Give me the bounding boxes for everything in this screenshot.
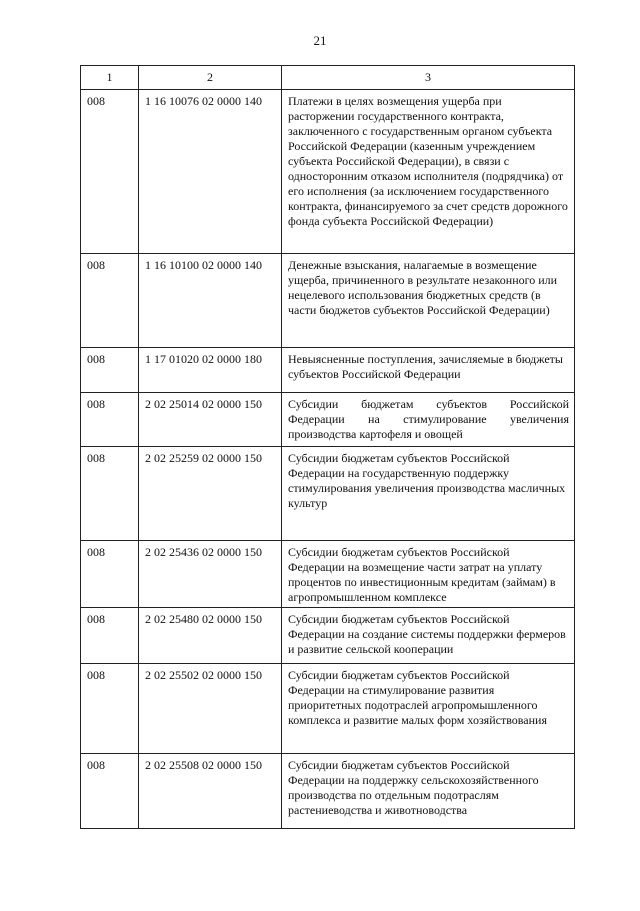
revenue-code-table xyxy=(80,65,575,829)
budget-code-cell: 2 02 25259 02 0000 150 xyxy=(139,447,282,541)
table-row xyxy=(81,754,575,829)
admin-code-cell: 008 xyxy=(81,90,139,254)
table-header-row xyxy=(81,66,575,90)
budget-code-cell: 2 02 25436 02 0000 150 xyxy=(139,541,282,608)
description-cell: Субсидии бюджетам субъектов Российской Федерации на возмещение части затрат на уплату процентов по инвестиционным кредитам (займам) в агропромышленном комплексе xyxy=(282,541,575,608)
table-row xyxy=(81,348,575,393)
description-cell: Платежи в целях возмещения ущерба при расторжении государственного контракта, заключенного с государственным органом субъекта Российской Федерации (казенным учреждением субъекта Российской Федерации), в связи с односторонним отказом исполнителя (подрядчика) от его исполнения (за исключением государственного контракта, финансируемого за счет средств дорожного фонда субъекта Российской Федерации) xyxy=(282,90,575,254)
column-header-3: 3 xyxy=(282,66,575,90)
admin-code-cell: 008 xyxy=(81,664,139,754)
description-cell: Субсидии бюджетам субъектов Российской Федерации на государственную поддержку стимулирования увеличения производства масличных культур xyxy=(282,447,575,541)
budget-code-cell: 2 02 25014 02 0000 150 xyxy=(139,393,282,447)
budget-code-cell: 1 16 10100 02 0000 140 xyxy=(139,254,282,348)
table-row xyxy=(81,393,575,447)
budget-code-cell: 2 02 25480 02 0000 150 xyxy=(139,608,282,664)
table-row xyxy=(81,90,575,254)
admin-code-cell: 008 xyxy=(81,348,139,393)
table-row xyxy=(81,254,575,348)
budget-code-cell: 1 17 01020 02 0000 180 xyxy=(139,348,282,393)
page-number: 21 xyxy=(313,33,327,48)
admin-code-cell: 008 xyxy=(81,393,139,447)
column-header-2: 2 xyxy=(139,66,282,90)
budget-code-cell: 2 02 25502 02 0000 150 xyxy=(139,664,282,754)
table-row xyxy=(81,447,575,541)
table-row xyxy=(81,541,575,608)
budget-code-cell: 2 02 25508 02 0000 150 xyxy=(139,754,282,829)
budget-code-cell: 1 16 10076 02 0000 140 xyxy=(139,90,282,254)
admin-code-cell: 008 xyxy=(81,447,139,541)
description-cell: Субсидии бюджетам субъектов Российской Федерации на поддержку сельскохозяйственного производства по отдельным подотраслям растениеводства и животноводства xyxy=(282,754,575,829)
admin-code-cell: 008 xyxy=(81,254,139,348)
description-cell: Невыясненные поступления, зачисляемые в бюджеты субъектов Российской Федерации xyxy=(282,348,575,393)
admin-code-cell: 008 xyxy=(81,541,139,608)
description-cell: Субсидии бюджетам субъектов Российской Федерации на создание системы поддержки фермеров и развитие сельской кооперации xyxy=(282,608,575,664)
description-cell: Субсидии бюджетам субъектов Российской Федерации на стимулирование увеличения производства картофеля и овощей xyxy=(282,393,575,447)
column-header-1: 1 xyxy=(81,66,139,90)
description-cell: Денежные взыскания, налагаемые в возмещение ущерба, причиненного в результате незаконного или нецелевого использования бюджетных средств (в части бюджетов субъектов Российской Федерации) xyxy=(282,254,575,348)
admin-code-cell: 008 xyxy=(81,608,139,664)
table-row xyxy=(81,664,575,754)
table-row xyxy=(81,608,575,664)
description-cell: Субсидии бюджетам субъектов Российской Федерации на стимулирование развития приоритетных подотраслей агропромышленного комплекса и развитие малых форм хозяйствования xyxy=(282,664,575,754)
admin-code-cell: 008 xyxy=(81,754,139,829)
